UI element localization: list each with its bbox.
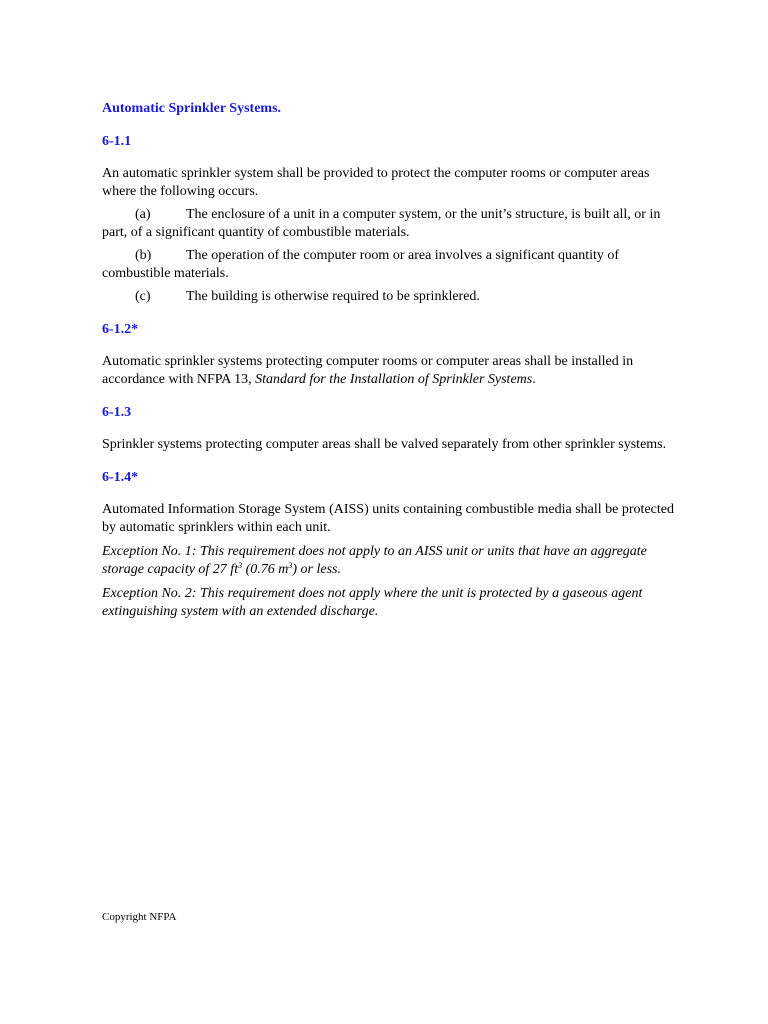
exception-1-end: ) or less. — [292, 562, 341, 577]
list-item-label: (b) — [135, 248, 152, 263]
list-item-text: The enclosure of a unit in a computer system, or the unit’s structure, is built all, or in part, of a significant quantity of combustible materials. — [102, 207, 661, 240]
section-number-6-1-4: 6-1.4* — [102, 470, 139, 485]
list-item-c — [102, 288, 682, 306]
list-item-text: The building is otherwise required to be sprinklered. — [186, 289, 480, 304]
list-item-label: (a) — [135, 207, 151, 222]
section-6-1-1-intro: An automatic sprinkler system shall be provided to protect the computer rooms or computer areas where the following occurs. — [102, 166, 650, 199]
document-page — [102, 96, 682, 621]
section-6-1-2-text-start: Automatic sprinkler systems protecting computer rooms or computer areas shall be installed in accordance with NFPA 13, — [102, 354, 634, 387]
section-6-1-2-text — [102, 353, 682, 389]
document-title: Automatic Sprinkler Systems. — [102, 101, 282, 116]
section-6-1-4-text: Automated Information Storage System (AISS) units containing combustible media shall be protected by automatic sprinklers within each unit. — [102, 502, 674, 535]
section-number-6-1-1: 6-1.1 — [102, 134, 132, 149]
superscript-3: 3 — [288, 561, 293, 570]
list-item-label: (c) — [135, 289, 151, 304]
exception-2: Exception No. 2: This requirement does not apply where the unit is protected by a gaseous agent extinguishing system with an extended discharge. — [102, 586, 643, 619]
list-item-b — [102, 247, 682, 283]
exception-1-text: Exception No. 1: This requirement does not apply to an AISS unit or units that have an aggregate storage capacity of 27 ft — [102, 544, 647, 577]
section-6-1-2-text-end: . — [532, 372, 536, 387]
list-item-a — [102, 206, 682, 242]
section-number-6-1-3: 6-1.3 — [102, 405, 132, 420]
copyright-footer: Copyright NFPA — [102, 911, 177, 923]
section-number-6-1-2: 6-1.2* — [102, 322, 139, 337]
standard-title: Standard for the Installation of Sprinkler Systems — [255, 372, 533, 387]
section-6-1-3-text: Sprinkler systems protecting computer areas shall be valved separately from other sprinkler systems. — [102, 437, 667, 452]
list-item-text: The operation of the computer room or area involves a significant quantity of combustible materials. — [102, 248, 620, 281]
exception-1-metric: (0.76 m — [242, 562, 289, 577]
superscript-3: 3 — [238, 561, 243, 570]
exception-1 — [102, 543, 682, 579]
